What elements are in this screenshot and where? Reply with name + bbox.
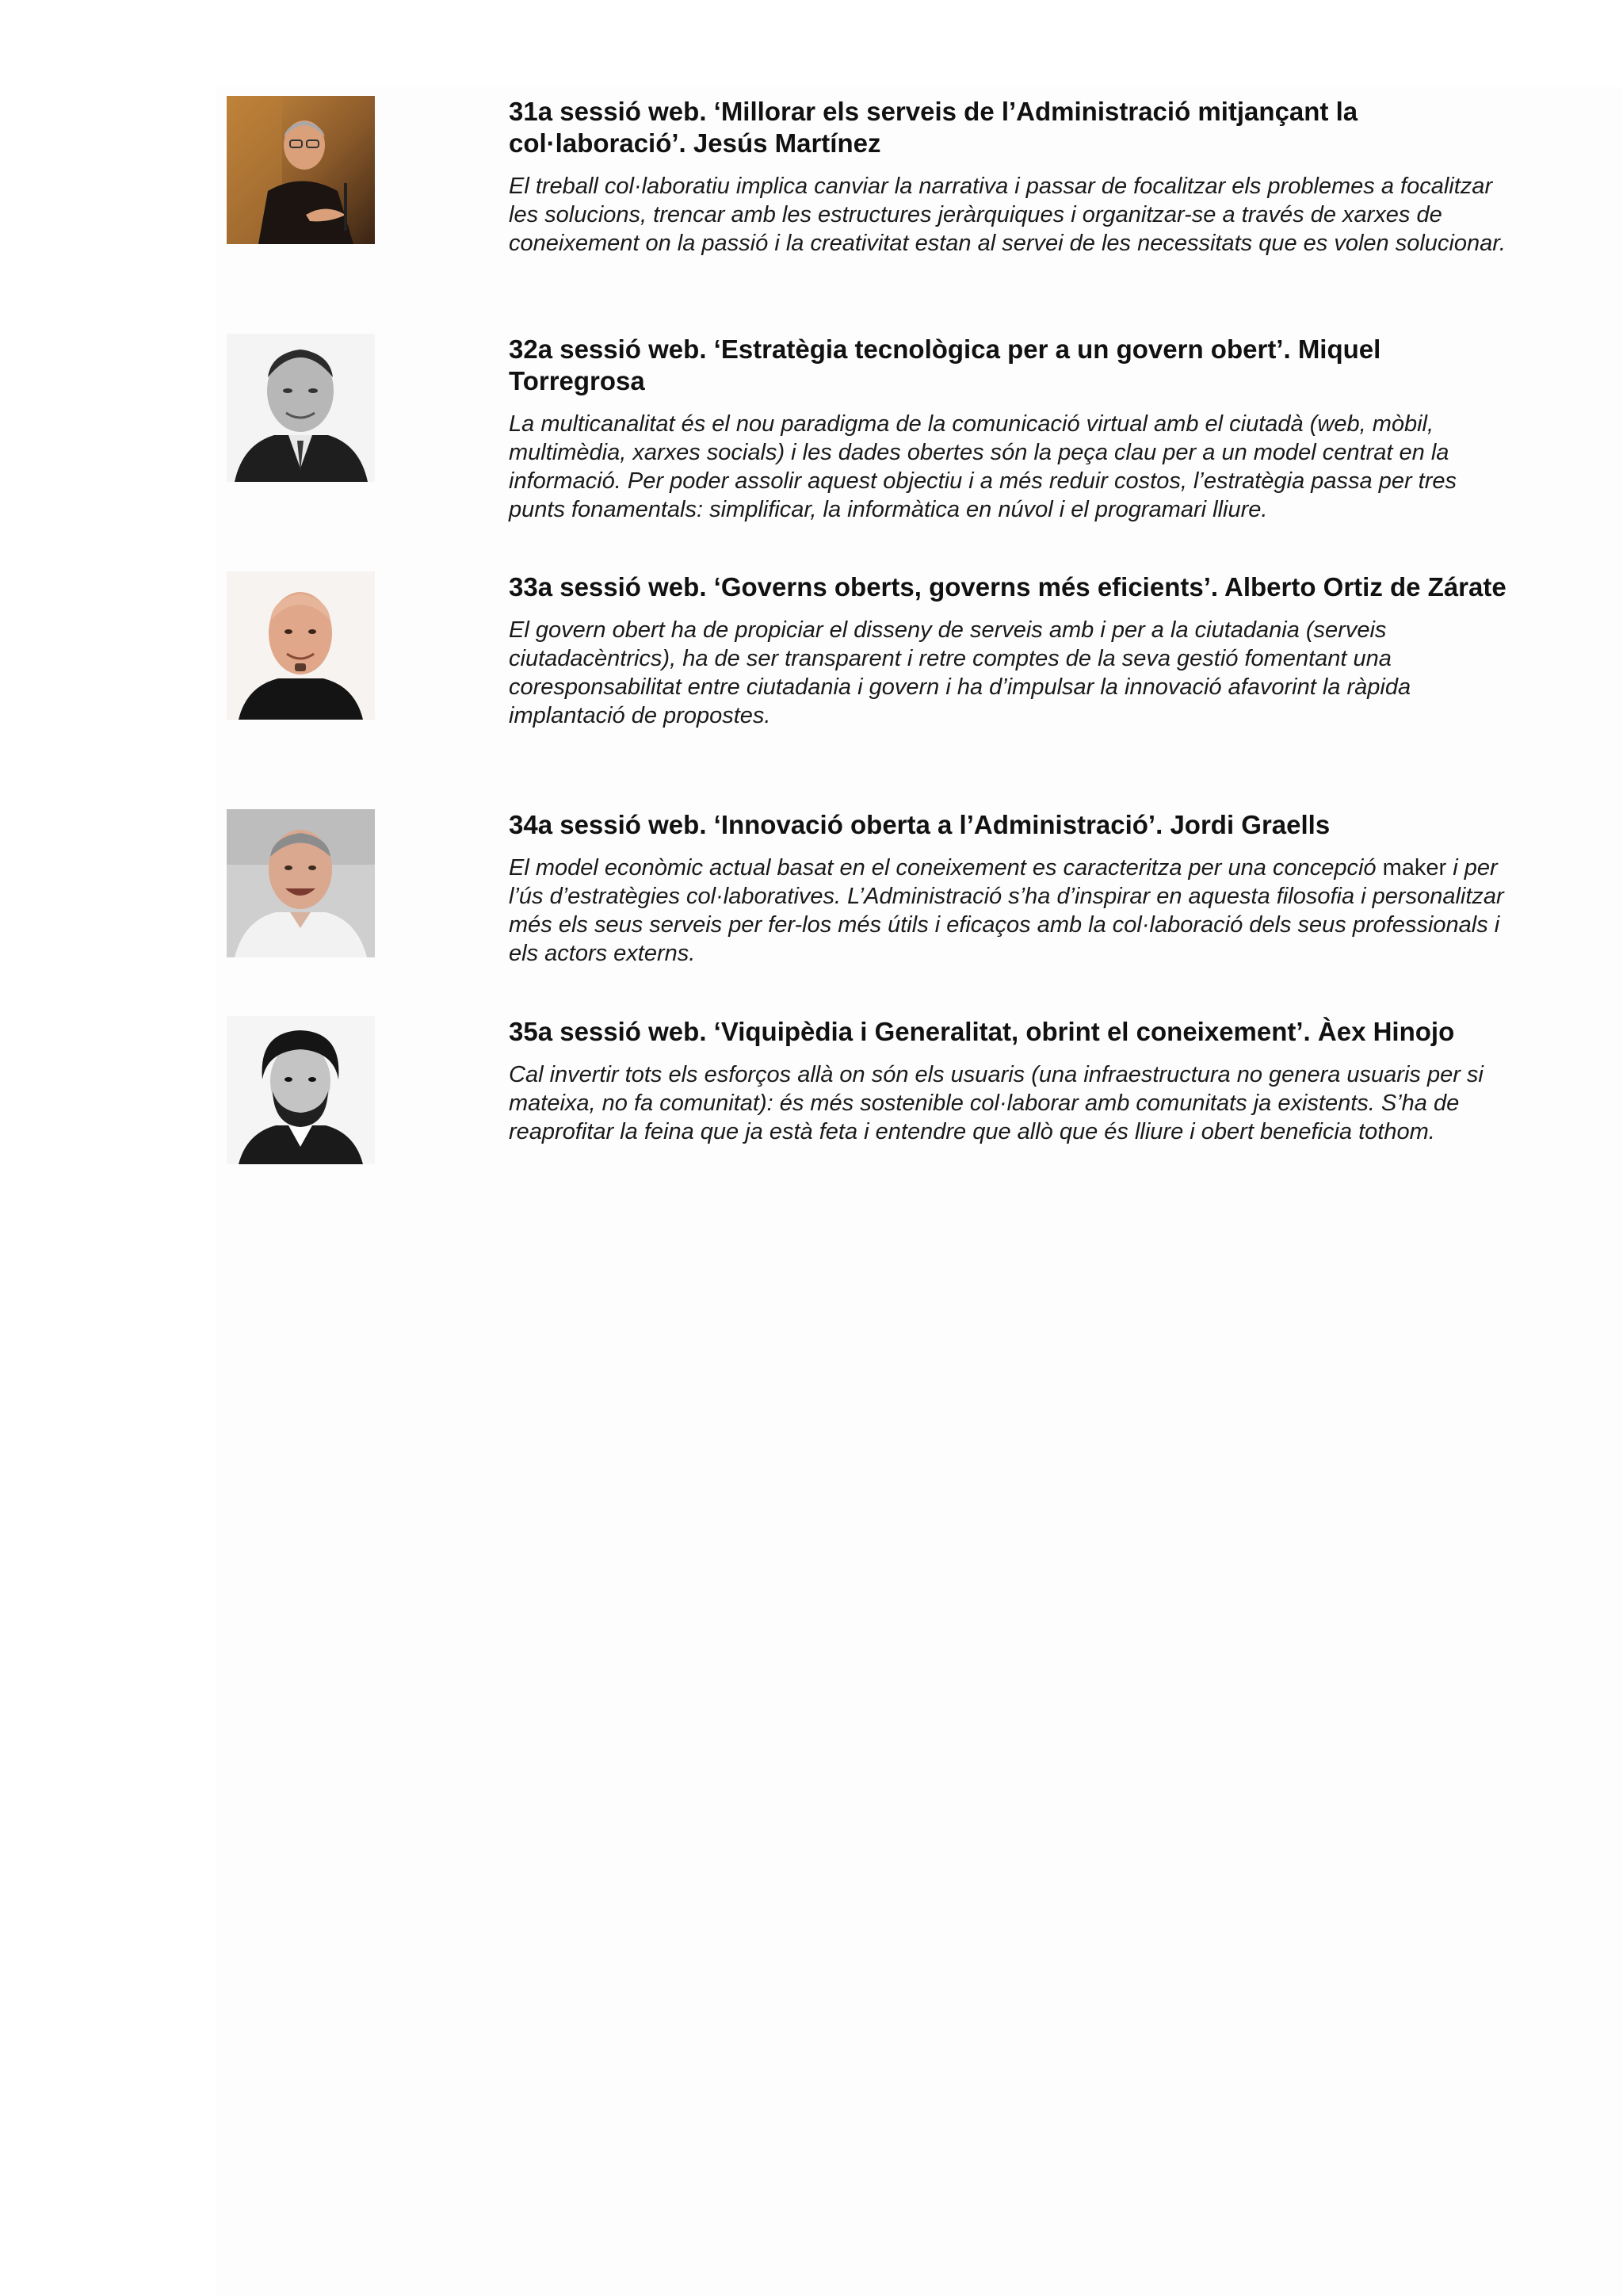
session-title: 35a sessió web. ‘Viquipèdia i Generalitat, obrint el coneixement’. Àex Hinojo bbox=[509, 1017, 1455, 1046]
speaker-photo-34 bbox=[227, 809, 375, 957]
speaker-photo-31 bbox=[227, 96, 375, 244]
session-summary: El govern obert ha de propiciar el disseny de serveis amb i per a la ciutadania (serveis ciutadacèntrics), ha de ser transparent i retre comptes de la seva gestió fomentant una coresponsabilitat entre ciutadania i govern i ha d’impulsar la innovació afavorint la ràpida implantació de propostes. bbox=[509, 617, 1411, 728]
session-title: 32a sessió web. ‘Estratègia tecnològica per a un govern obert’. Miquel Torregrosa bbox=[509, 334, 1381, 395]
session-summary bbox=[509, 854, 1507, 968]
speaker-photo-33 bbox=[227, 571, 375, 720]
session-text-31 bbox=[509, 96, 1507, 258]
session-summary: Cal invertir tots els esforços allà on són els usuaris (una infraestructura no genera usuaris per si mateixa, no fa comunitat): és més sostenible col·laborar amb comunitats ja existents. S’ha de reaprofitar la feina que ja està feta i entendre que allò que és lliure i obert beneficia tothom. bbox=[509, 1062, 1484, 1144]
summary-term-maker: maker bbox=[1382, 855, 1447, 881]
portrait-alberto-ortiz-de-zarate-image bbox=[227, 571, 375, 720]
portrait-alex-hinojo-image bbox=[227, 1016, 375, 1164]
session-text-33 bbox=[509, 571, 1507, 730]
session-title: 31a sessió web. ‘Millorar els serveis de l’Administració mitjançant la col·laboració’. Jesús Martínez bbox=[509, 97, 1358, 158]
session-title: 34a sessió web. ‘Innovació oberta a l’Administració’. Jordi Graells bbox=[509, 810, 1331, 839]
session-summary: El treball col·laboratiu implica canviar la narrativa i passar de focalitzar els problemes a focalitzar les solucions, trencar amb les estructures jeràrquiques i organitzar-se a través de xarxes de coneixement on la passió i la creativitat estan al servei de les necessitats que es volen solucionar. bbox=[509, 174, 1506, 256]
session-summary: La multicanalitat és el nou paradigma de la comunicació virtual amb el ciutadà (web, mòbil, multimèdia, xarxes socials) i les dades obertes són la peça clau per a un model centrat en la informació. Per poder assolir aquest objectiu i a més reduir costos, l’estratègia passa per tres punts fonamentals: simplificar, la informàtica en núvol i el programari lliure. bbox=[509, 411, 1457, 522]
session-text-35 bbox=[509, 1016, 1507, 1146]
speaker-photo-32 bbox=[227, 334, 375, 482]
summary-text-after: i per l’ús d’estratègies col·laboratives. L’Administració s’ha d’inspirar en aquesta filosofia i personalitzar més els seus serveis per fer-los més útils i eficaços amb la col·laboració dels seus professionals i els actors externs. bbox=[509, 855, 1504, 966]
session-text-34 bbox=[509, 809, 1507, 968]
summary-text-before: El model econòmic actual basat en el coneixement es caracteritza per una concepció bbox=[509, 855, 1377, 881]
portrait-miquel-torregrosa-image bbox=[227, 334, 375, 482]
session-title: 33a sessió web. ‘Governs oberts, governs més eficients’. Alberto Ortiz de Zárate bbox=[509, 572, 1507, 602]
session-text-32 bbox=[509, 334, 1507, 524]
speaker-photo-35 bbox=[227, 1016, 375, 1164]
portrait-jordi-graells-image bbox=[227, 809, 375, 957]
portrait-jesus-martinez-image bbox=[227, 96, 375, 244]
